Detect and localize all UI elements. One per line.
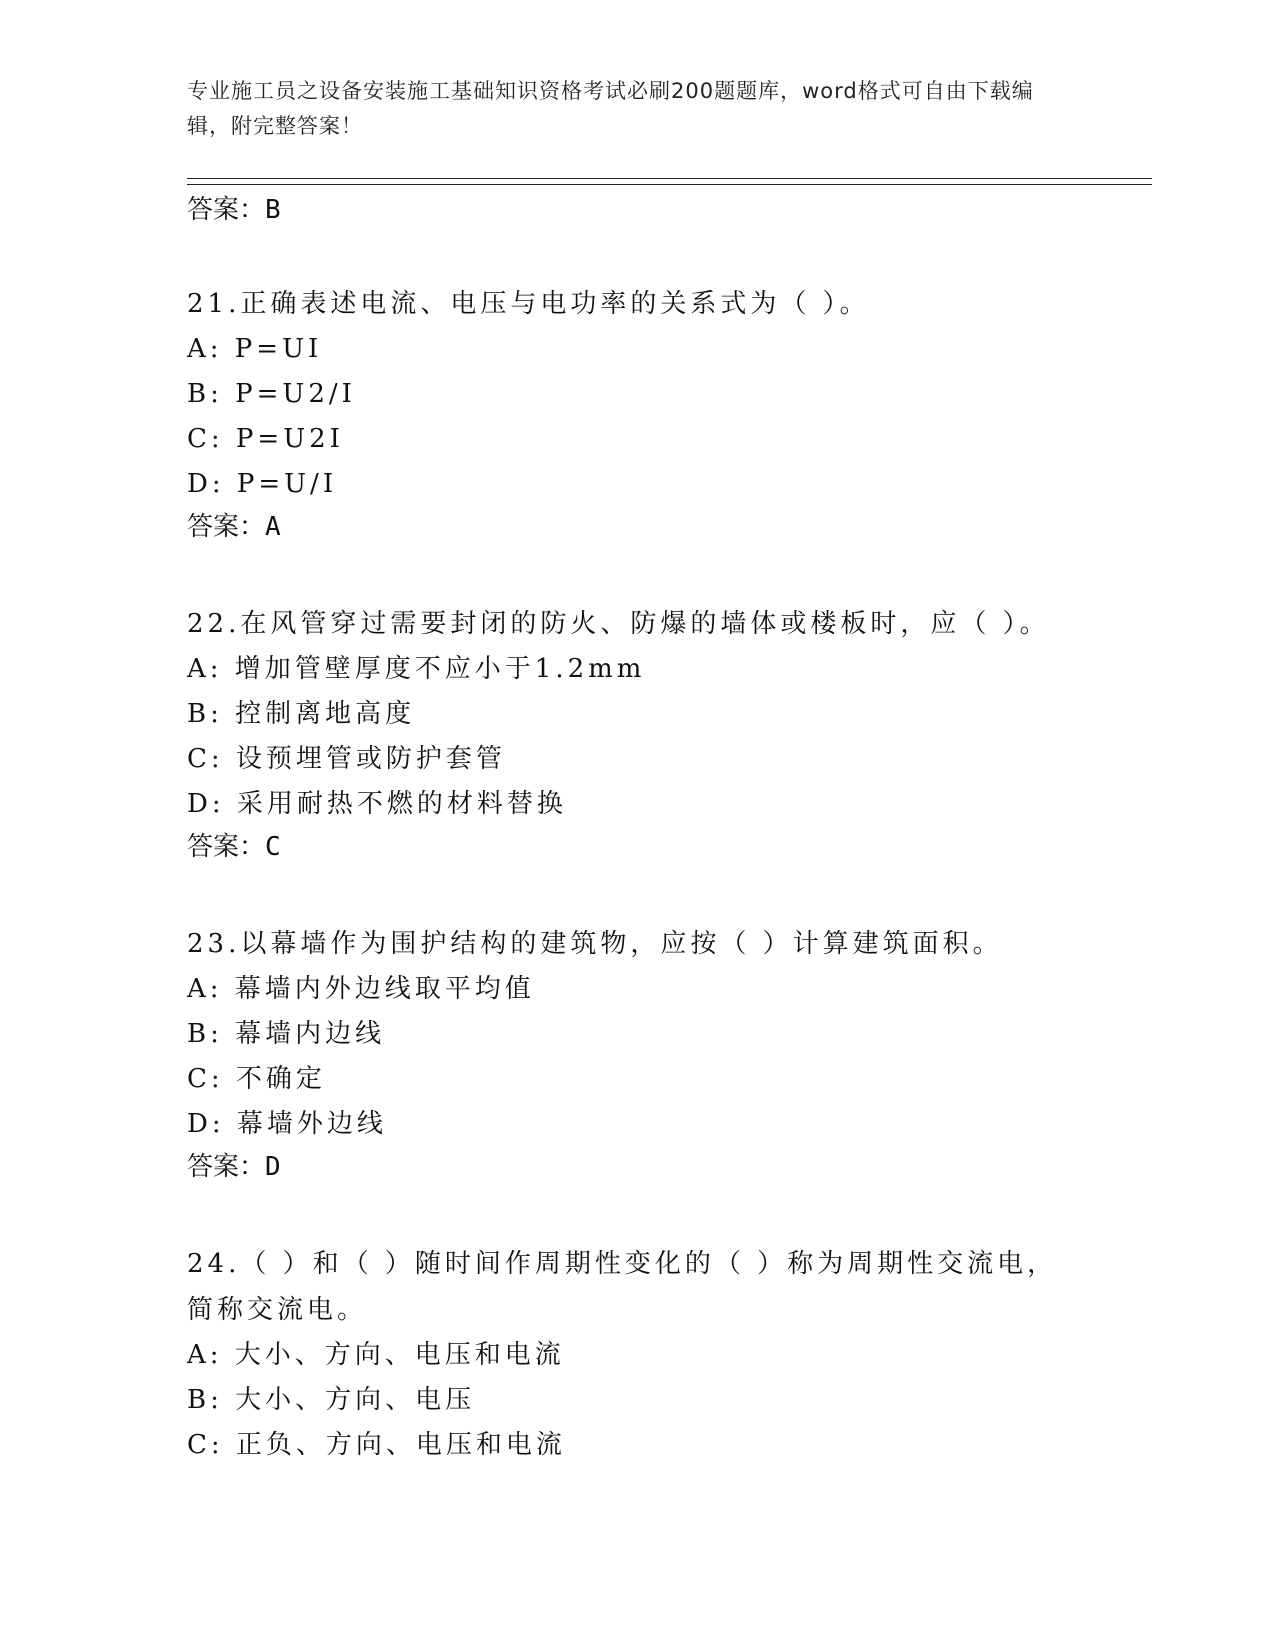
option-a: A: 大小、方向、电压和电流 <box>187 1340 565 1370</box>
answer-line: 答案：C <box>187 832 281 862</box>
answer-line: 答案：D <box>187 1152 281 1182</box>
option-a: A: 幕墙内外边线取平均值 <box>187 974 535 1004</box>
option-b: B: P=U2/I <box>187 379 356 409</box>
option-b: B: 大小、方向、电压 <box>187 1385 476 1415</box>
question-stem: 21.正确表述电流、电压与电功率的关系式为（ ）。 <box>187 289 870 319</box>
question-21 <box>187 281 1067 547</box>
question-list <box>187 281 1067 1522</box>
answer-line: 答案：B <box>187 195 281 225</box>
option-b: B: 控制离地高度 <box>187 699 416 729</box>
answer-line: 答案：A <box>187 512 281 542</box>
question-23 <box>187 921 1067 1187</box>
question-stem: 22.在风管穿过需要封闭的防火、防爆的墙体或楼板时，应（ ）。 <box>187 609 1050 639</box>
option-a: A: P=UI <box>187 334 323 364</box>
question-stem: 23.以幕墙作为围护结构的建筑物，应按（ ）计算建筑面积。 <box>187 929 1003 959</box>
option-c: C: 正负、方向、电压和电流 <box>187 1430 566 1460</box>
option-d: D: P=U/I <box>187 469 338 499</box>
page-header: 专业施工员之设备安装施工基础知识资格考试必刷200题题库，word格式可自由下载编辑，附完整答案！ <box>187 79 1034 138</box>
question-stem: 24.（ ）和（ ）随时间作周期性变化的（ ）称为周期性交流电，简称交流电。 <box>187 1249 1058 1325</box>
option-a: A: 增加管壁厚度不应小于1.2mm <box>187 654 646 684</box>
option-c: C: P=U2I <box>187 424 344 454</box>
option-c: C: 设预埋管或防护套管 <box>187 744 506 774</box>
option-d: D: 采用耐热不燃的材料替换 <box>187 789 567 819</box>
question-24 <box>187 1241 1067 1468</box>
option-b: B: 幕墙内边线 <box>187 1019 386 1049</box>
header-divider <box>187 178 1152 185</box>
question-22 <box>187 601 1067 867</box>
option-d: D: 幕墙外边线 <box>187 1109 387 1139</box>
option-c: C: 不确定 <box>187 1064 326 1094</box>
